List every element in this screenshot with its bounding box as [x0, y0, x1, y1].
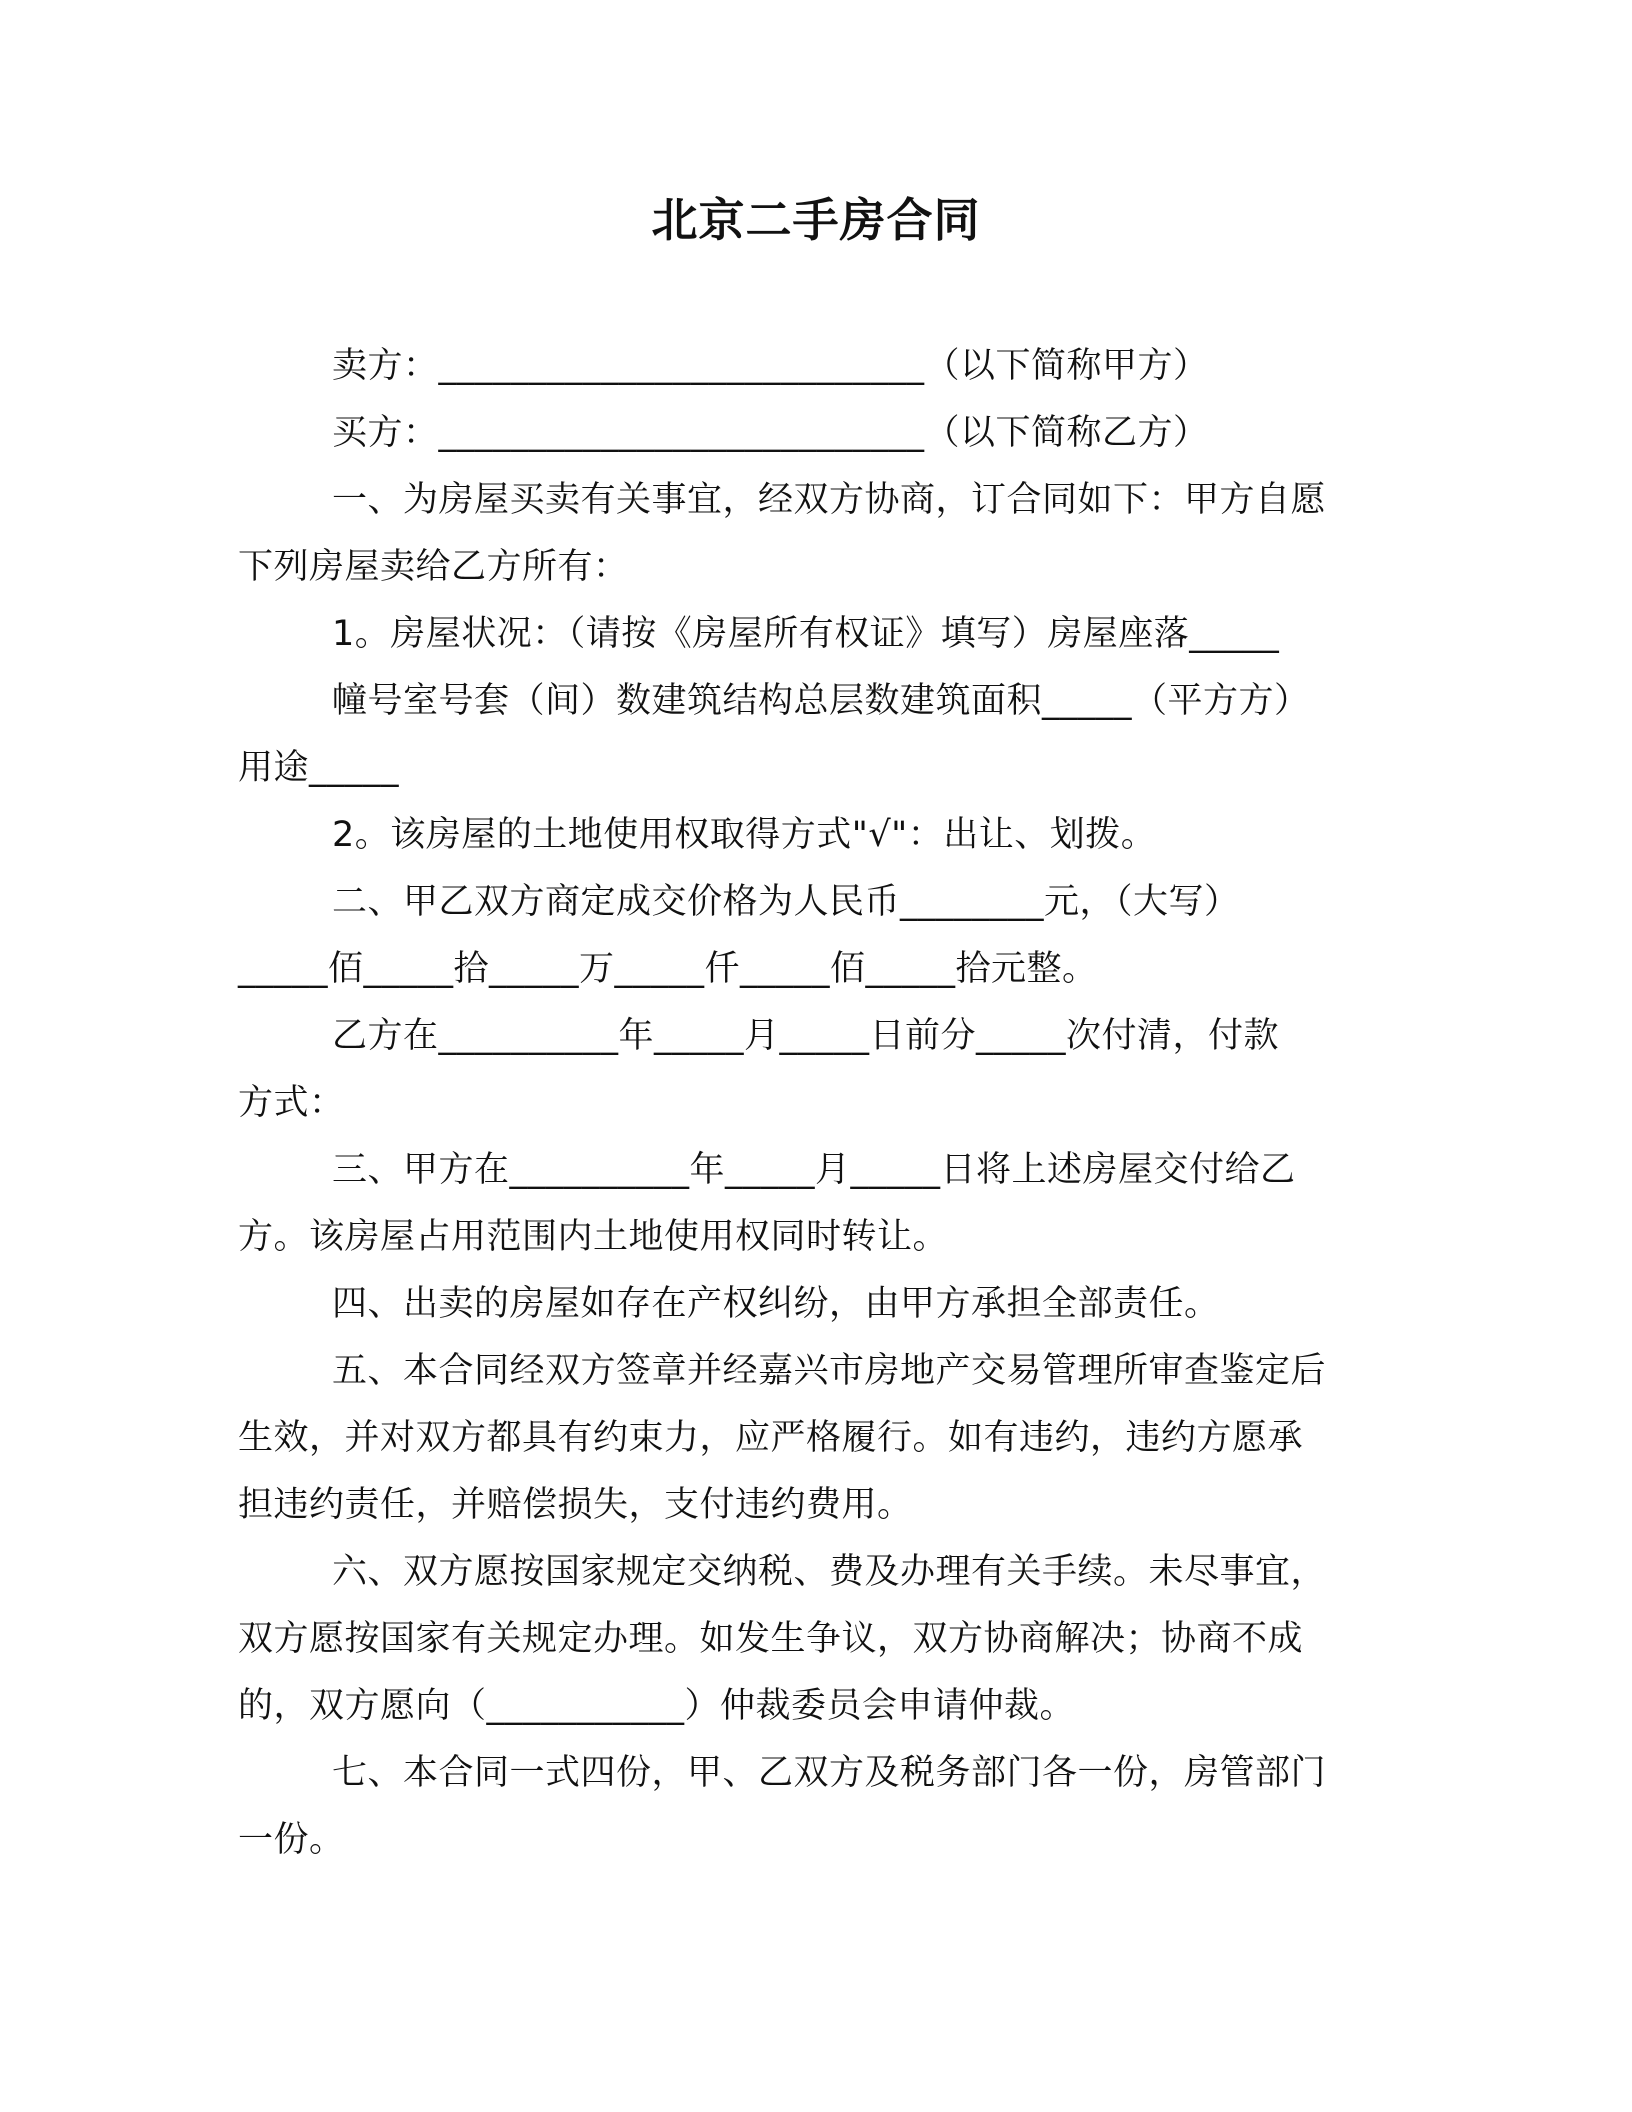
clause-7-line-1: 七、本合同一式四份，甲、乙双方及税务部门各一份，房管部门 [332, 1753, 1327, 1793]
house-status-line-3: 用途_____ [238, 748, 400, 788]
clause-6-line-1: 六、双方愿按国家规定交纳税、费及办理有关手续。未尽事宜， [332, 1552, 1327, 1592]
clause-3-line-1: 三、甲方在__________年_____月_____日将上述房屋交付给乙 [332, 1150, 1296, 1190]
clause-5-line-2: 生效，并对双方都具有约束力，应严格履行。如有违约，违约方愿承 [238, 1418, 1304, 1458]
clause-5-line-3: 担违约责任，并赔偿损失，支付违约费用。 [238, 1485, 913, 1525]
clause-1-line-1: 一、为房屋买卖有关事宜，经双方协商，订合同如下：甲方自愿 [332, 480, 1327, 520]
page-title: 北京二手房合同 [651, 193, 981, 247]
payment-line-1: 乙方在__________年_____月_____日前分_____次付清，付款 [332, 1016, 1280, 1056]
clause-1-line-2: 下列房屋卖给乙方所有： [238, 547, 629, 587]
clause-2-line-1: 二、甲乙双方商定成交价格为人民币________元，（大写） [332, 882, 1240, 922]
clause-4-line: 四、出卖的房屋如存在产权纠纷，由甲方承担全部责任。 [332, 1284, 1220, 1324]
house-status-line-1: 1。房屋状况：（请按《房屋所有权证》填写）房屋座落_____ [332, 614, 1280, 654]
buyer-line: 买方：___________________________（以下简称乙方） [332, 413, 1209, 453]
house-status-line-2: 幢号室号套（间）数建筑结构总层数建筑面积_____（平方方） [332, 681, 1310, 721]
clause-6-line-3: 的，双方愿向（___________）仲裁委员会申请仲裁。 [238, 1686, 1076, 1726]
clause-6-line-2: 双方愿按国家有关规定办理。如发生争议，双方协商解决；协商不成 [238, 1619, 1304, 1659]
clause-2-line-2: _____佰_____拾_____万_____仟_____佰_____拾元整。 [238, 949, 1098, 989]
clause-3-line-2: 方。该房屋占用范围内土地使用权同时转让。 [238, 1217, 949, 1257]
land-use-line: 2。该房屋的土地使用权取得方式"√"：出让、划拨。 [332, 815, 1157, 855]
seller-line: 卖方：___________________________（以下简称甲方） [332, 346, 1209, 386]
clause-5-line-1: 五、本合同经双方签章并经嘉兴市房地产交易管理所审查鉴定后 [332, 1351, 1327, 1391]
payment-line-2: 方式： [238, 1083, 345, 1123]
clause-7-line-2: 一份。 [238, 1820, 345, 1860]
